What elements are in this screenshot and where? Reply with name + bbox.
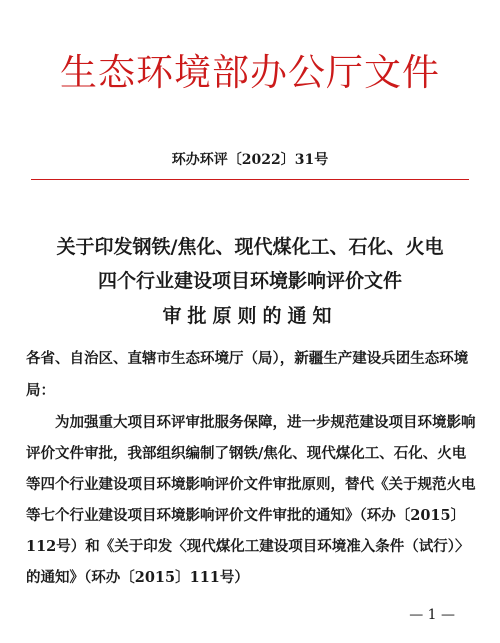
salutation: 各省、自治区、直辖市生态环境厅（局），新疆生产建设兵团生态环境局： <box>26 350 469 399</box>
issuing-authority-header: 生态环境部办公厅文件 <box>60 51 440 94</box>
document-number: 环办环评〔2022〕31号 <box>171 152 329 168</box>
page-number: — 1 — <box>409 607 455 623</box>
notice-title-line-1: 关于印发钢铁/焦化、现代煤化工、石化、火电 <box>56 236 444 258</box>
notice-title-line-2: 四个行业建设项目环境影响评价文件 <box>97 270 402 292</box>
red-divider-line <box>31 179 469 180</box>
notice-title-line-3: 审批原则的通知 <box>162 305 338 327</box>
body-paragraph: 为加强重大项目环评审批服务保障，进一步规范建设项目环境影响评价文件审批，我部组织编制了钢铁/焦化、现代煤化工、石化、火电等四个行业建设项目环境影响评价文件审批原则，替代《关于规范火电等七个行业建设项目环境影响评价文件审批的通知》（环办〔2015〕112号）和《关于印发〈现代煤化工建设项目环境准入条件（试行）〉的通知》（环办〔2015〕111号） <box>26 414 476 586</box>
